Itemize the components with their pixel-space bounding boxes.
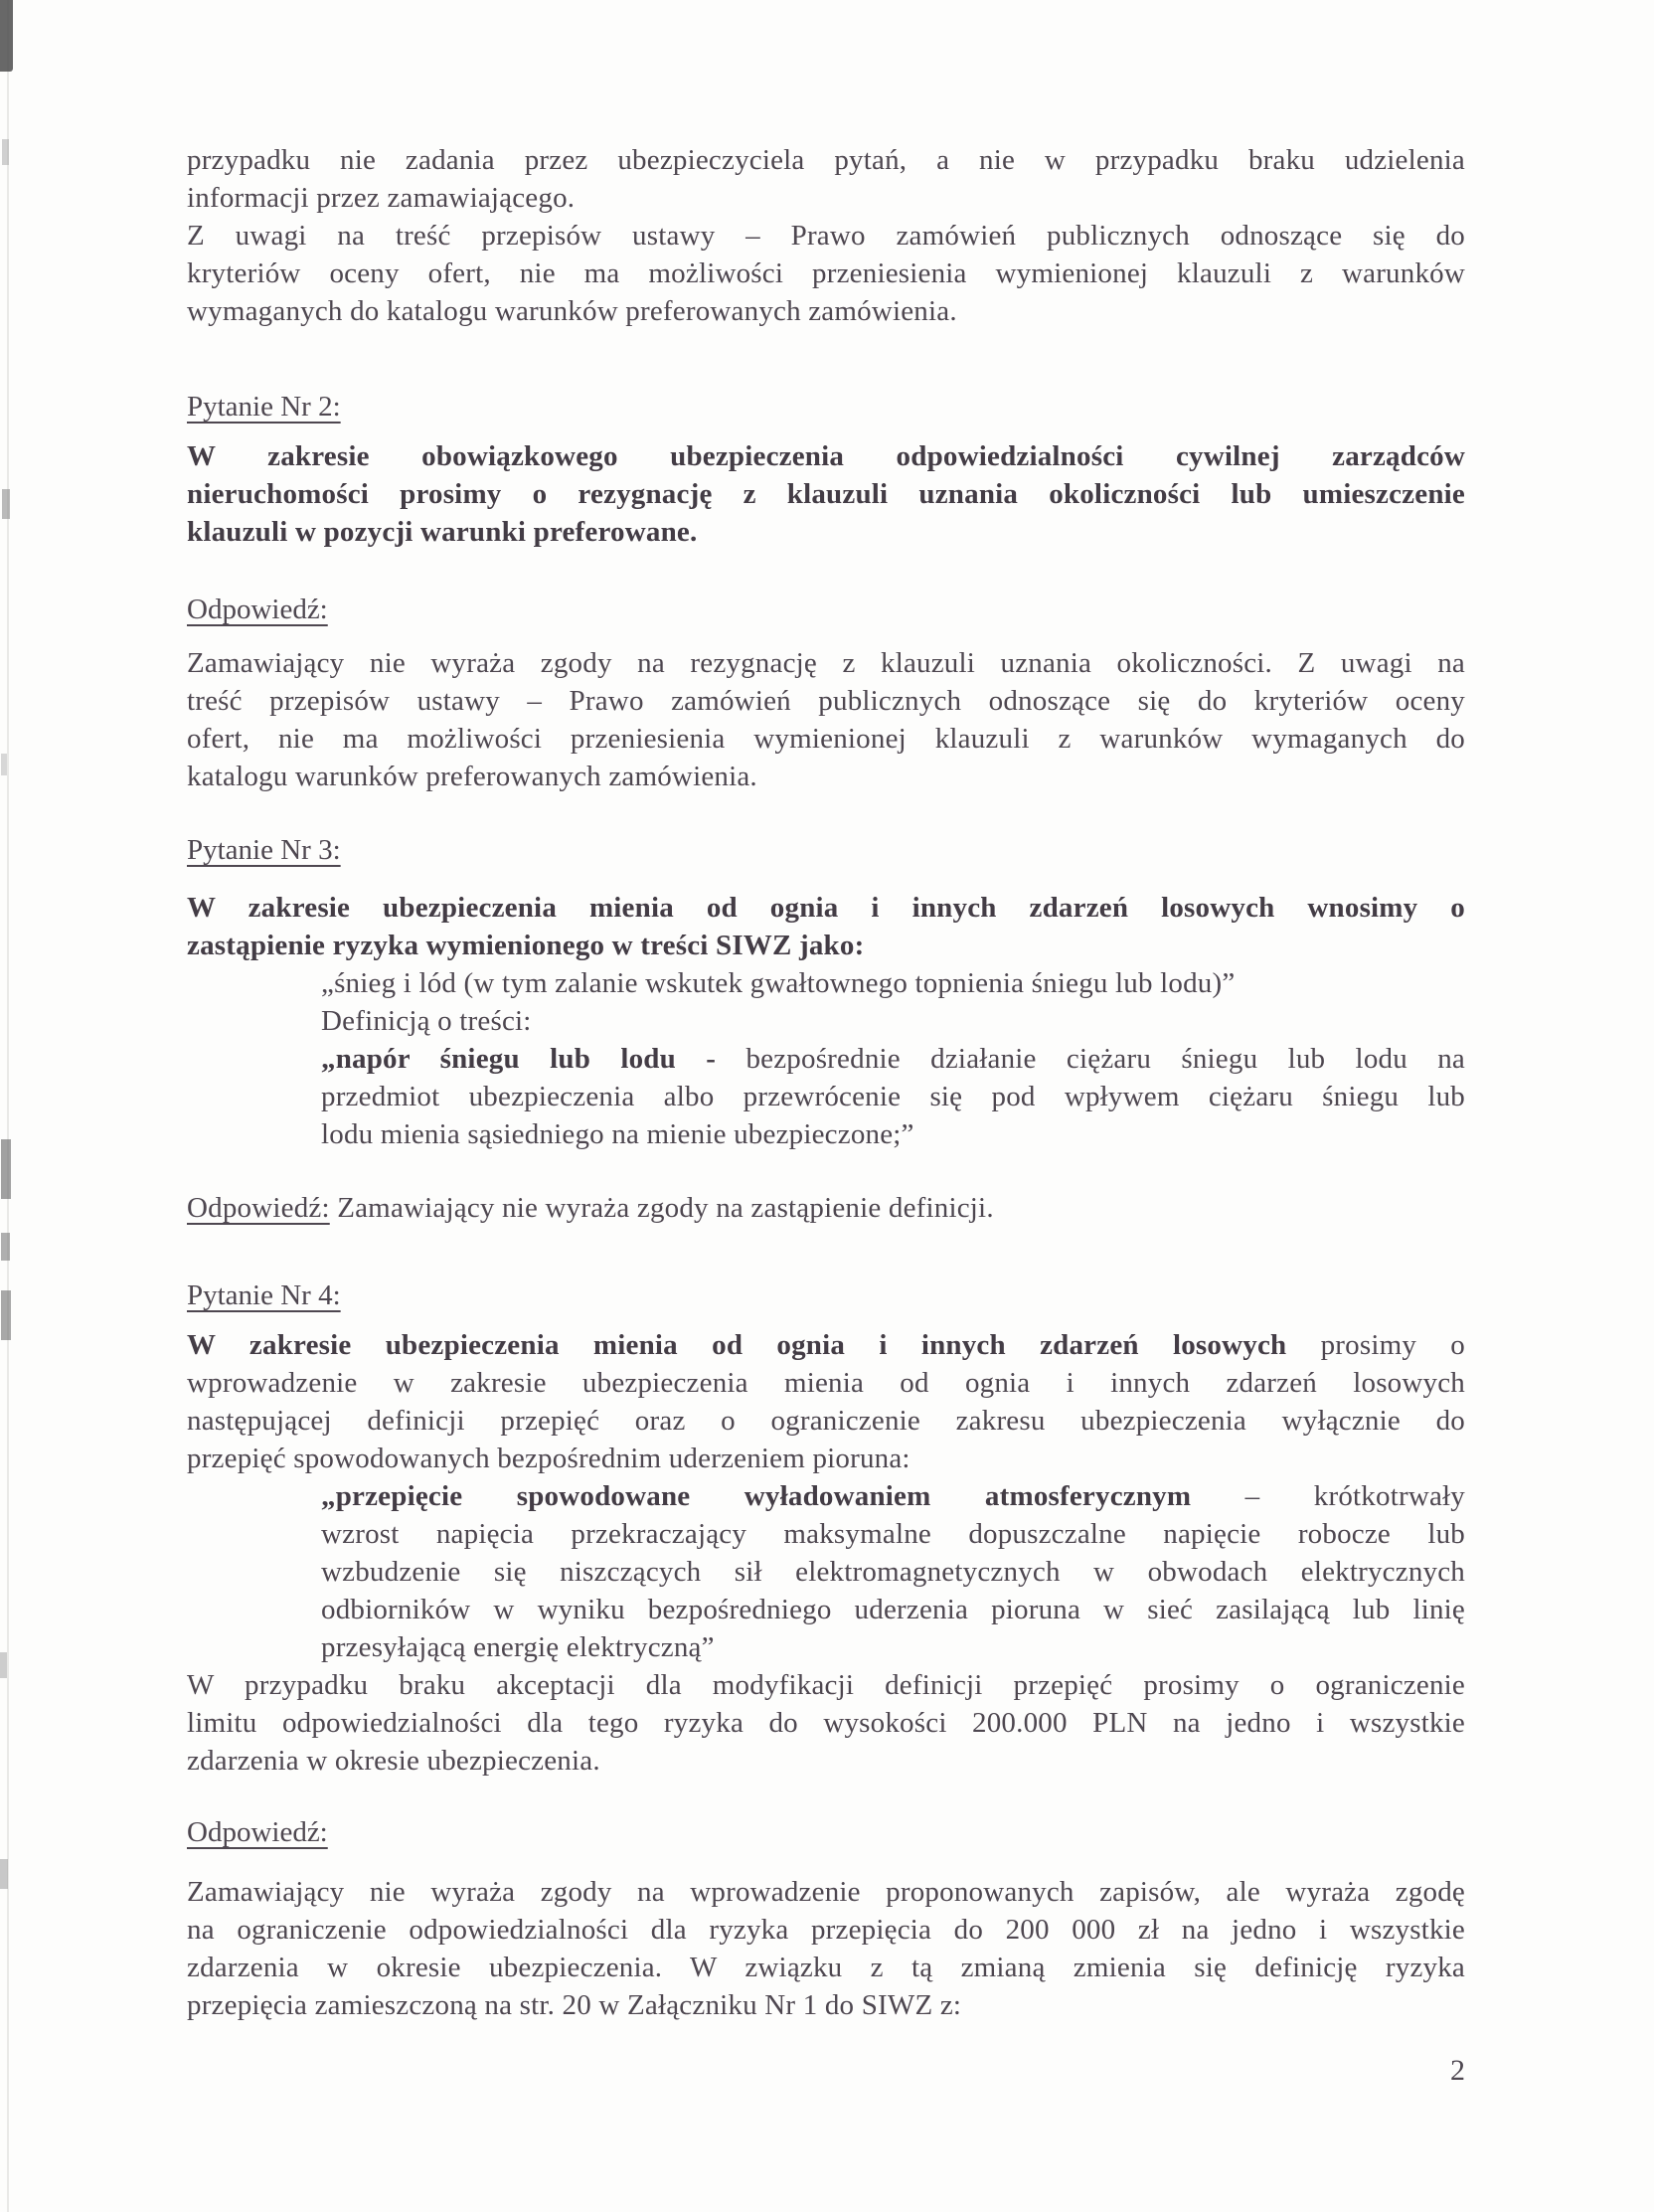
text-line: ofert, nie ma możliwości przeniesienia wymienionej klauzuli z warunków wymaganych do <box>187 723 1465 755</box>
text-line: lodu mienia sąsiedniego na mienie ubezpieczone;” <box>321 1118 914 1150</box>
text-line: zdarzenia w okresie ubezpieczenia. <box>187 1745 600 1777</box>
text-line: przypadku nie zadania przez ubezpieczyciela pytań, a nie w przypadku braku udzielenia <box>187 144 1465 176</box>
scan-artifact <box>2 489 10 519</box>
answer-3-section <box>187 1189 1465 1227</box>
definition-text: bezpośrednie działanie ciężaru śniegu lub lodu na <box>716 1043 1466 1075</box>
question-4-lead-rest: prosimy o <box>1286 1329 1466 1361</box>
question-2-body <box>187 437 1465 551</box>
text-line: wprowadzenie w zakresie ubezpieczenia mienia od ognia i innych zdarzeń losowych <box>187 1367 1465 1399</box>
scan-edge-line <box>7 0 9 2212</box>
text-line: Zamawiający nie wyraża zgody na wprowadzenie proponowanych zapisów, ale wyraża zgodę <box>187 1876 1465 1908</box>
text-line <box>187 1326 1465 1364</box>
text-line: wzrost napięcia przekraczający maksymalne dopuszczalne napięcie robocze lub <box>321 1518 1465 1550</box>
answer-2-body <box>187 644 1465 795</box>
text-line: przepięcia zamieszczoną na str. 20 w Załączniku Nr 1 do SIWZ z: <box>187 1989 962 2021</box>
scan-artifact <box>2 139 9 165</box>
page-number: 2 <box>1450 2054 1465 2087</box>
question-4-section <box>187 1276 1465 1780</box>
text-line: W zakresie obowiązkowego ubezpieczenia odpowiedzialności cywilnej zarządców <box>187 440 1465 472</box>
answer-4-body <box>187 1873 1465 2024</box>
scan-artifact <box>0 1652 7 1678</box>
text-line: nieruchomości prosimy o rezygnację z klauzuli uznania okoliczności lub umieszczenie <box>187 478 1465 510</box>
text-line: przedmiot ubezpieczenia albo przewrócenie się pod wpływem ciężaru śniegu lub <box>321 1081 1465 1112</box>
answer-3-line <box>187 1189 1465 1227</box>
answer-3-text: Zamawiający nie wyraża zgody na zastąpienie definicji. <box>329 1192 994 1224</box>
text-line: na ograniczenie odpowiedzialności dla ryzyka przepięcia do 200 000 zł na jedno i wszystkie <box>187 1914 1465 1946</box>
text-line: „śnieg i lód (w tym zalanie wskutek gwałtownego topnienia śniegu lub lodu)” <box>321 967 1236 999</box>
answer-2-section <box>187 591 1465 795</box>
scan-artifact <box>1 1233 10 1261</box>
text-line: zdarzenia w okresie ubezpieczenia. W związku z tą zmianą zmienia się definicję ryzyka <box>187 1952 1465 1983</box>
question-3-section <box>187 831 1465 1153</box>
text-line: wymaganych do katalogu warunków preferowanych zamówienia. <box>187 295 957 327</box>
answer-4-section <box>187 1813 1465 2024</box>
text-line: katalogu warunków preferowanych zamówienia. <box>187 761 757 792</box>
text-line: limitu odpowiedzialności dla tego ryzyka do wysokości 200.000 PLN na jedno i wszystkie <box>187 1707 1465 1739</box>
scan-artifact <box>1 754 7 775</box>
question-3-body <box>187 889 1465 1153</box>
scan-artifact <box>1 1139 11 1199</box>
scan-artifact <box>0 1859 8 1889</box>
answer-4-heading: Odpowiedź: <box>187 1816 328 1848</box>
definition-term: „przepięcie spowodowane wyładowaniem atmosferycznym <box>321 1480 1192 1512</box>
scan-artifact <box>1 1290 11 1340</box>
intro-paragraph <box>187 141 1465 330</box>
text-line: przepięć spowodowanych bezpośrednim uderzeniem pioruna: <box>187 1443 910 1474</box>
answer-2-heading: Odpowiedź: <box>187 594 328 625</box>
text-line: zastąpienie ryzyka wymienionego w treści SIWZ jako: <box>187 930 865 961</box>
text-line: klauzuli w pozycji warunki preferowane. <box>187 516 698 548</box>
text-line: W zakresie ubezpieczenia mienia od ognia i innych zdarzeń losowych wnosimy o <box>187 892 1465 924</box>
question-2-heading: Pytanie Nr 2: <box>187 391 341 423</box>
text-line: informacji przez zamawiającego. <box>187 182 576 214</box>
answer-3-label: Odpowiedź: <box>187 1192 330 1224</box>
text-line: W przypadku braku akceptacji dla modyfikacji definicji przepięć prosimy o ograniczenie <box>187 1669 1465 1701</box>
question-4-lead: W zakresie ubezpieczenia mienia od ognia i innych zdarzeń losowych <box>187 1329 1287 1361</box>
question-4-heading: Pytanie Nr 4: <box>187 1279 341 1311</box>
scan-artifact <box>0 0 13 72</box>
text-line <box>321 1040 1465 1078</box>
text-line: Z uwagi na treść przepisów ustawy – Prawo zamówień publicznych odnoszące się do <box>187 220 1465 252</box>
text-line: kryteriów oceny ofert, nie ma możliwości przeniesienia wymienionej klauzuli z warunków <box>187 257 1465 289</box>
text-line: treść przepisów ustawy – Prawo zamówień publicznych odnoszące się do kryteriów oceny <box>187 685 1465 717</box>
text-line: przesyłającą energię elektryczną” <box>321 1631 715 1663</box>
text-line: następującej definicji przepięć oraz o ograniczenie zakresu ubezpieczenia wyłącznie do <box>187 1405 1465 1437</box>
question-2-section <box>187 388 1465 551</box>
definition-term: „napór śniegu lub lodu - <box>321 1043 717 1075</box>
text-line: Definicją o treści: <box>321 1005 532 1037</box>
text-line <box>321 1477 1465 1515</box>
question-3-heading: Pytanie Nr 3: <box>187 834 341 866</box>
text-line: wzbudzenie się niszczących sił elektromagnetycznych w obwodach elektrycznych <box>321 1556 1465 1588</box>
text-line: Zamawiający nie wyraża zgody na rezygnację z klauzuli uznania okoliczności. Z uwagi na <box>187 647 1465 679</box>
question-4-body <box>187 1326 1465 1780</box>
text-line: odbiorników w wyniku bezpośredniego uderzenia pioruna w sieć zasilającą lub linię <box>321 1594 1465 1625</box>
definition-text: – krótkotrwały <box>1191 1480 1465 1512</box>
